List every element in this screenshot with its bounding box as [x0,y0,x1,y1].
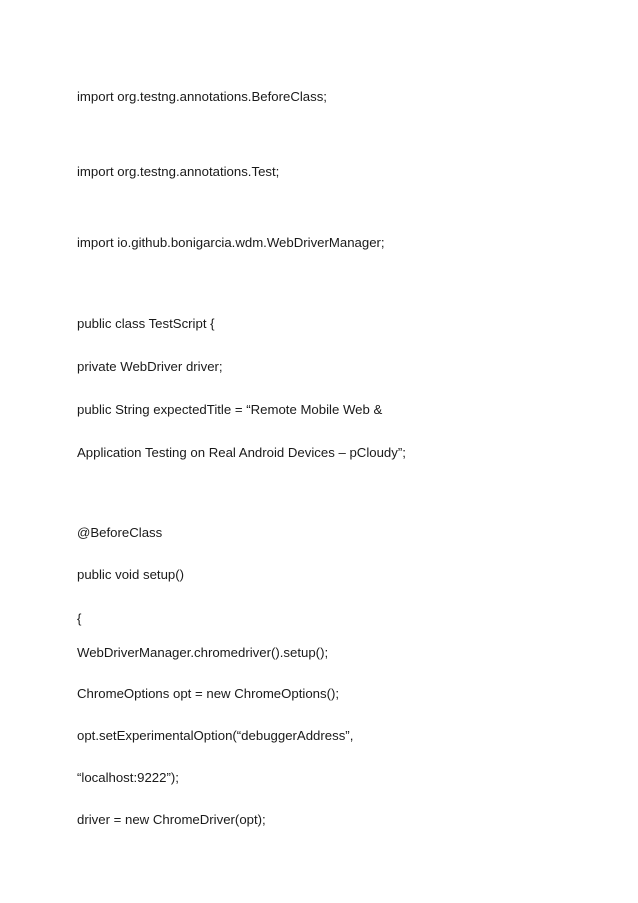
code-line-driver-field: private WebDriver driver; [77,359,223,374]
code-line-open-brace: { [77,611,82,626]
code-line-localhost-address: “localhost:9222”); [77,770,179,785]
code-line-expected-title: public String expectedTitle = “Remote Mobile Web & [77,402,383,417]
code-line-webdrivermanager-setup: WebDriverManager.chromedriver().setup(); [77,645,329,660]
code-line-set-experimental-option: opt.setExperimentalOption(“debuggerAddress”, [77,728,354,743]
code-line-import-webdrivermanager: import io.github.bonigarcia.wdm.WebDriverManager; [77,235,385,250]
code-line-import-beforeclass: import org.testng.annotations.BeforeClass; [77,89,327,104]
code-line-import-test: import org.testng.annotations.Test; [77,164,280,179]
code-line-new-chromedriver: driver = new ChromeDriver(opt); [77,812,266,827]
code-line-class-declaration: public class TestScript { [77,316,215,331]
code-line-beforeclass-annotation: @BeforeClass [77,525,163,540]
code-line-chromeoptions: ChromeOptions opt = new ChromeOptions(); [77,686,340,701]
code-line-setup-signature: public void setup() [77,567,185,582]
code-line-expected-title-cont: Application Testing on Real Android Devices – pCloudy”; [77,445,406,460]
